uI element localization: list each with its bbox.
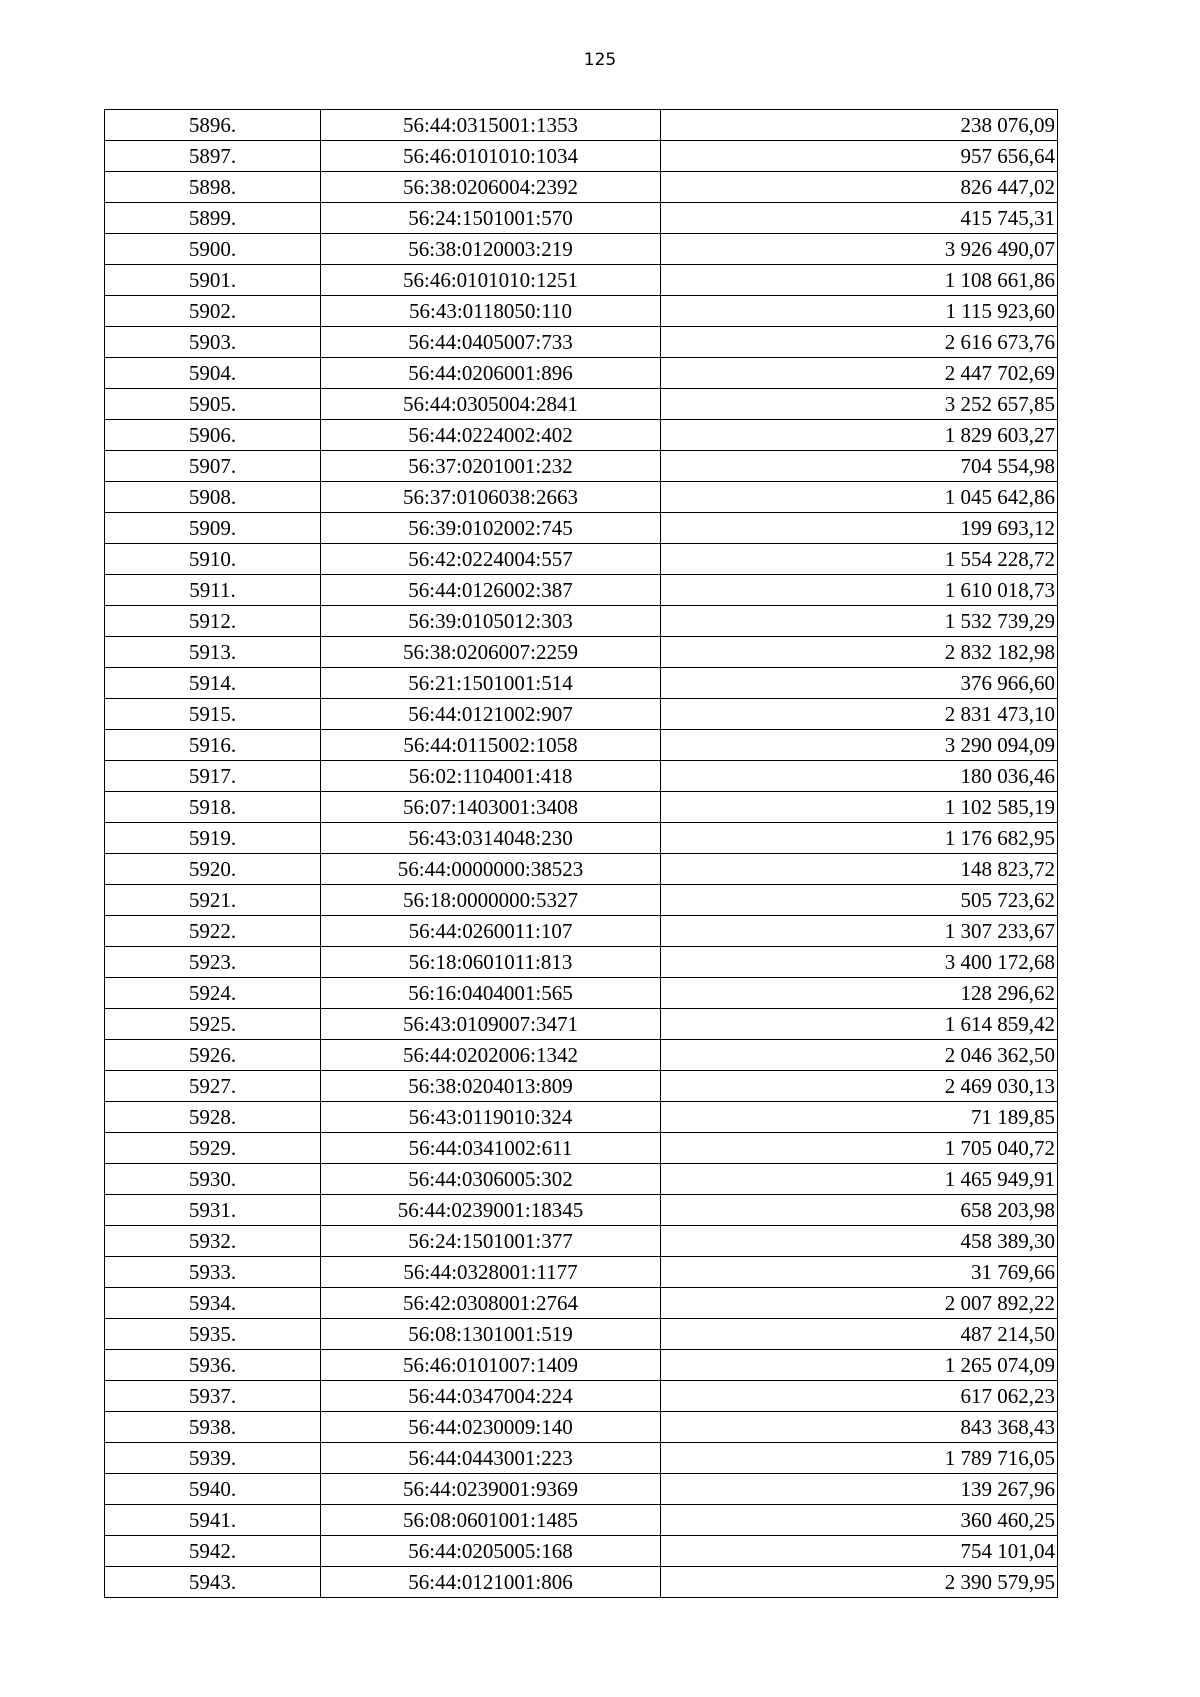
value-cell: 1 705 040,72 (661, 1133, 1058, 1164)
cadastral-number-cell: 56:42:0224004:557 (321, 544, 661, 575)
cadastral-number-cell: 56:44:0306005:302 (321, 1164, 661, 1195)
value-cell: 617 062,23 (661, 1381, 1058, 1412)
cadastral-number-cell: 56:44:0126002:387 (321, 575, 661, 606)
table-row (105, 389, 1058, 420)
row-number-cell: 5904. (105, 358, 321, 389)
row-number-cell: 5936. (105, 1350, 321, 1381)
table-row (105, 1505, 1058, 1536)
table-row (105, 1319, 1058, 1350)
row-number-cell: 5931. (105, 1195, 321, 1226)
row-number-cell: 5939. (105, 1443, 321, 1474)
value-cell: 754 101,04 (661, 1536, 1058, 1567)
table-row (105, 1009, 1058, 1040)
cadastral-number-cell: 56:44:0328001:1177 (321, 1257, 661, 1288)
value-cell: 3 252 657,85 (661, 389, 1058, 420)
cadastral-number-cell: 56:18:0000000:5327 (321, 885, 661, 916)
cadastral-number-cell: 56:44:0224002:402 (321, 420, 661, 451)
row-number-cell: 5934. (105, 1288, 321, 1319)
value-cell: 3 926 490,07 (661, 234, 1058, 265)
cadastral-number-cell: 56:44:0205005:168 (321, 1536, 661, 1567)
row-number-cell: 5927. (105, 1071, 321, 1102)
value-cell: 3 400 172,68 (661, 947, 1058, 978)
table-row (105, 110, 1058, 141)
cadastral-number-cell: 56:21:1501001:514 (321, 668, 661, 699)
row-number-cell: 5899. (105, 203, 321, 234)
cadastral-number-cell: 56:44:0305004:2841 (321, 389, 661, 420)
row-number-cell: 5942. (105, 1536, 321, 1567)
row-number-cell: 5901. (105, 265, 321, 296)
table-row (105, 1443, 1058, 1474)
table-row (105, 296, 1058, 327)
value-cell: 458 389,30 (661, 1226, 1058, 1257)
row-number-cell: 5896. (105, 110, 321, 141)
value-cell: 1 045 642,86 (661, 482, 1058, 513)
table-row (105, 234, 1058, 265)
cadastral-number-cell: 56:43:0119010:324 (321, 1102, 661, 1133)
table-row (105, 792, 1058, 823)
row-number-cell: 5918. (105, 792, 321, 823)
row-number-cell: 5935. (105, 1319, 321, 1350)
row-number-cell: 5921. (105, 885, 321, 916)
table-row (105, 327, 1058, 358)
table-row (105, 513, 1058, 544)
value-cell: 415 745,31 (661, 203, 1058, 234)
table-row (105, 699, 1058, 730)
row-number-cell: 5916. (105, 730, 321, 761)
row-number-cell: 5913. (105, 637, 321, 668)
row-number-cell: 5900. (105, 234, 321, 265)
row-number-cell: 5943. (105, 1567, 321, 1598)
value-cell: 843 368,43 (661, 1412, 1058, 1443)
row-number-cell: 5926. (105, 1040, 321, 1071)
row-number-cell: 5920. (105, 854, 321, 885)
cadastral-number-cell: 56:46:0101010:1034 (321, 141, 661, 172)
value-cell: 1 614 859,42 (661, 1009, 1058, 1040)
cadastral-number-cell: 56:08:0601001:1485 (321, 1505, 661, 1536)
row-number-cell: 5938. (105, 1412, 321, 1443)
cadastral-number-cell: 56:07:1403001:3408 (321, 792, 661, 823)
row-number-cell: 5902. (105, 296, 321, 327)
value-cell: 2 390 579,95 (661, 1567, 1058, 1598)
cadastral-number-cell: 56:39:0102002:745 (321, 513, 661, 544)
table-row (105, 172, 1058, 203)
table-row (105, 575, 1058, 606)
cadastral-number-cell: 56:44:0239001:9369 (321, 1474, 661, 1505)
cadastral-number-cell: 56:16:0404001:565 (321, 978, 661, 1009)
table-row (105, 823, 1058, 854)
row-number-cell: 5919. (105, 823, 321, 854)
cadastral-number-cell: 56:44:0000000:38523 (321, 854, 661, 885)
value-cell: 180 036,46 (661, 761, 1058, 792)
cadastral-number-cell: 56:39:0105012:303 (321, 606, 661, 637)
table-row (105, 1040, 1058, 1071)
table-row (105, 730, 1058, 761)
row-number-cell: 5910. (105, 544, 321, 575)
cadastral-number-cell: 56:44:0260011:107 (321, 916, 661, 947)
row-number-cell: 5907. (105, 451, 321, 482)
cadastral-number-cell: 56:02:1104001:418 (321, 761, 661, 792)
cadastral-number-cell: 56:46:0101007:1409 (321, 1350, 661, 1381)
row-number-cell: 5905. (105, 389, 321, 420)
value-cell: 1 554 228,72 (661, 544, 1058, 575)
value-cell: 360 460,25 (661, 1505, 1058, 1536)
value-cell: 2 469 030,13 (661, 1071, 1058, 1102)
row-number-cell: 5906. (105, 420, 321, 451)
row-number-cell: 5917. (105, 761, 321, 792)
row-number-cell: 5914. (105, 668, 321, 699)
table-row (105, 1288, 1058, 1319)
table-row (105, 606, 1058, 637)
cadastral-number-cell: 56:24:1501001:377 (321, 1226, 661, 1257)
cadastral-number-cell: 56:18:0601011:813 (321, 947, 661, 978)
cadastral-number-cell: 56:43:0118050:110 (321, 296, 661, 327)
cadastral-number-cell: 56:44:0347004:224 (321, 1381, 661, 1412)
value-cell: 1 532 739,29 (661, 606, 1058, 637)
table-row (105, 203, 1058, 234)
table-row (105, 358, 1058, 389)
value-cell: 505 723,62 (661, 885, 1058, 916)
table-body (105, 110, 1058, 1598)
value-cell: 31 769,66 (661, 1257, 1058, 1288)
cadastral-number-cell: 56:44:0341002:611 (321, 1133, 661, 1164)
row-number-cell: 5903. (105, 327, 321, 358)
value-cell: 487 214,50 (661, 1319, 1058, 1350)
cadastral-number-cell: 56:44:0405007:733 (321, 327, 661, 358)
value-cell: 376 966,60 (661, 668, 1058, 699)
row-number-cell: 5898. (105, 172, 321, 203)
cadastral-number-cell: 56:43:0109007:3471 (321, 1009, 661, 1040)
value-cell: 1 108 661,86 (661, 265, 1058, 296)
table-row (105, 1412, 1058, 1443)
row-number-cell: 5932. (105, 1226, 321, 1257)
table-row (105, 141, 1058, 172)
table-row (105, 1567, 1058, 1598)
row-number-cell: 5911. (105, 575, 321, 606)
value-cell: 1 829 603,27 (661, 420, 1058, 451)
table-row (105, 885, 1058, 916)
value-cell: 2 007 892,22 (661, 1288, 1058, 1319)
row-number-cell: 5922. (105, 916, 321, 947)
row-number-cell: 5925. (105, 1009, 321, 1040)
cadastral-number-cell: 56:44:0202006:1342 (321, 1040, 661, 1071)
value-cell: 1 610 018,73 (661, 575, 1058, 606)
table-row (105, 1257, 1058, 1288)
table-row (105, 482, 1058, 513)
table-row (105, 916, 1058, 947)
table-row (105, 854, 1058, 885)
page-number: 125 (583, 50, 617, 70)
table-row (105, 761, 1058, 792)
cadastral-number-cell: 56:44:0230009:140 (321, 1412, 661, 1443)
value-cell: 199 693,12 (661, 513, 1058, 544)
value-cell: 3 290 094,09 (661, 730, 1058, 761)
table-row (105, 947, 1058, 978)
row-number-cell: 5924. (105, 978, 321, 1009)
table-row (105, 1133, 1058, 1164)
cadastral-number-cell: 56:38:0204013:809 (321, 1071, 661, 1102)
cadastral-number-cell: 56:44:0121002:907 (321, 699, 661, 730)
value-cell: 658 203,98 (661, 1195, 1058, 1226)
row-number-cell: 5915. (105, 699, 321, 730)
row-number-cell: 5941. (105, 1505, 321, 1536)
value-cell: 2 831 473,10 (661, 699, 1058, 730)
table-row (105, 1071, 1058, 1102)
value-cell: 1 102 585,19 (661, 792, 1058, 823)
cadastral-number-cell: 56:44:0315001:1353 (321, 110, 661, 141)
value-cell: 71 189,85 (661, 1102, 1058, 1133)
value-cell: 1 789 716,05 (661, 1443, 1058, 1474)
table-row (105, 1474, 1058, 1505)
table-row (105, 1195, 1058, 1226)
row-number-cell: 5897. (105, 141, 321, 172)
value-cell: 2 832 182,98 (661, 637, 1058, 668)
cadastral-number-cell: 56:24:1501001:570 (321, 203, 661, 234)
table-row (105, 1226, 1058, 1257)
cadastral-number-cell: 56:44:0239001:18345 (321, 1195, 661, 1226)
table-row (105, 420, 1058, 451)
value-cell: 128 296,62 (661, 978, 1058, 1009)
value-cell: 1 307 233,67 (661, 916, 1058, 947)
table-row (105, 1102, 1058, 1133)
row-number-cell: 5933. (105, 1257, 321, 1288)
table-row (105, 1381, 1058, 1412)
value-cell: 1 176 682,95 (661, 823, 1058, 854)
cadastral-number-cell: 56:08:1301001:519 (321, 1319, 661, 1350)
value-cell: 1 465 949,91 (661, 1164, 1058, 1195)
table-row (105, 544, 1058, 575)
cadastral-number-cell: 56:44:0443001:223 (321, 1443, 661, 1474)
value-cell: 957 656,64 (661, 141, 1058, 172)
table-row (105, 637, 1058, 668)
row-number-cell: 5937. (105, 1381, 321, 1412)
value-cell: 238 076,09 (661, 110, 1058, 141)
table-row (105, 1164, 1058, 1195)
value-cell: 704 554,98 (661, 451, 1058, 482)
data-table (104, 109, 1058, 1598)
cadastral-number-cell: 56:38:0206004:2392 (321, 172, 661, 203)
value-cell: 148 823,72 (661, 854, 1058, 885)
cadastral-number-cell: 56:43:0314048:230 (321, 823, 661, 854)
row-number-cell: 5928. (105, 1102, 321, 1133)
row-number-cell: 5930. (105, 1164, 321, 1195)
cadastral-number-cell: 56:42:0308001:2764 (321, 1288, 661, 1319)
value-cell: 1 265 074,09 (661, 1350, 1058, 1381)
row-number-cell: 5929. (105, 1133, 321, 1164)
table-row (105, 1350, 1058, 1381)
row-number-cell: 5923. (105, 947, 321, 978)
row-number-cell: 5912. (105, 606, 321, 637)
table-row (105, 265, 1058, 296)
table-row (105, 1536, 1058, 1567)
row-number-cell: 5909. (105, 513, 321, 544)
cadastral-number-cell: 56:37:0106038:2663 (321, 482, 661, 513)
cadastral-number-cell: 56:44:0115002:1058 (321, 730, 661, 761)
value-cell: 2 447 702,69 (661, 358, 1058, 389)
cadastral-number-cell: 56:38:0206007:2259 (321, 637, 661, 668)
cadastral-number-cell: 56:46:0101010:1251 (321, 265, 661, 296)
value-cell: 1 115 923,60 (661, 296, 1058, 327)
row-number-cell: 5908. (105, 482, 321, 513)
value-cell: 2 616 673,76 (661, 327, 1058, 358)
cadastral-number-cell: 56:37:0201001:232 (321, 451, 661, 482)
cadastral-number-cell: 56:44:0121001:806 (321, 1567, 661, 1598)
row-number-cell: 5940. (105, 1474, 321, 1505)
table-row (105, 978, 1058, 1009)
value-cell: 139 267,96 (661, 1474, 1058, 1505)
value-cell: 2 046 362,50 (661, 1040, 1058, 1071)
cadastral-number-cell: 56:44:0206001:896 (321, 358, 661, 389)
cadastral-number-cell: 56:38:0120003:219 (321, 234, 661, 265)
table-row (105, 668, 1058, 699)
value-cell: 826 447,02 (661, 172, 1058, 203)
table-row (105, 451, 1058, 482)
